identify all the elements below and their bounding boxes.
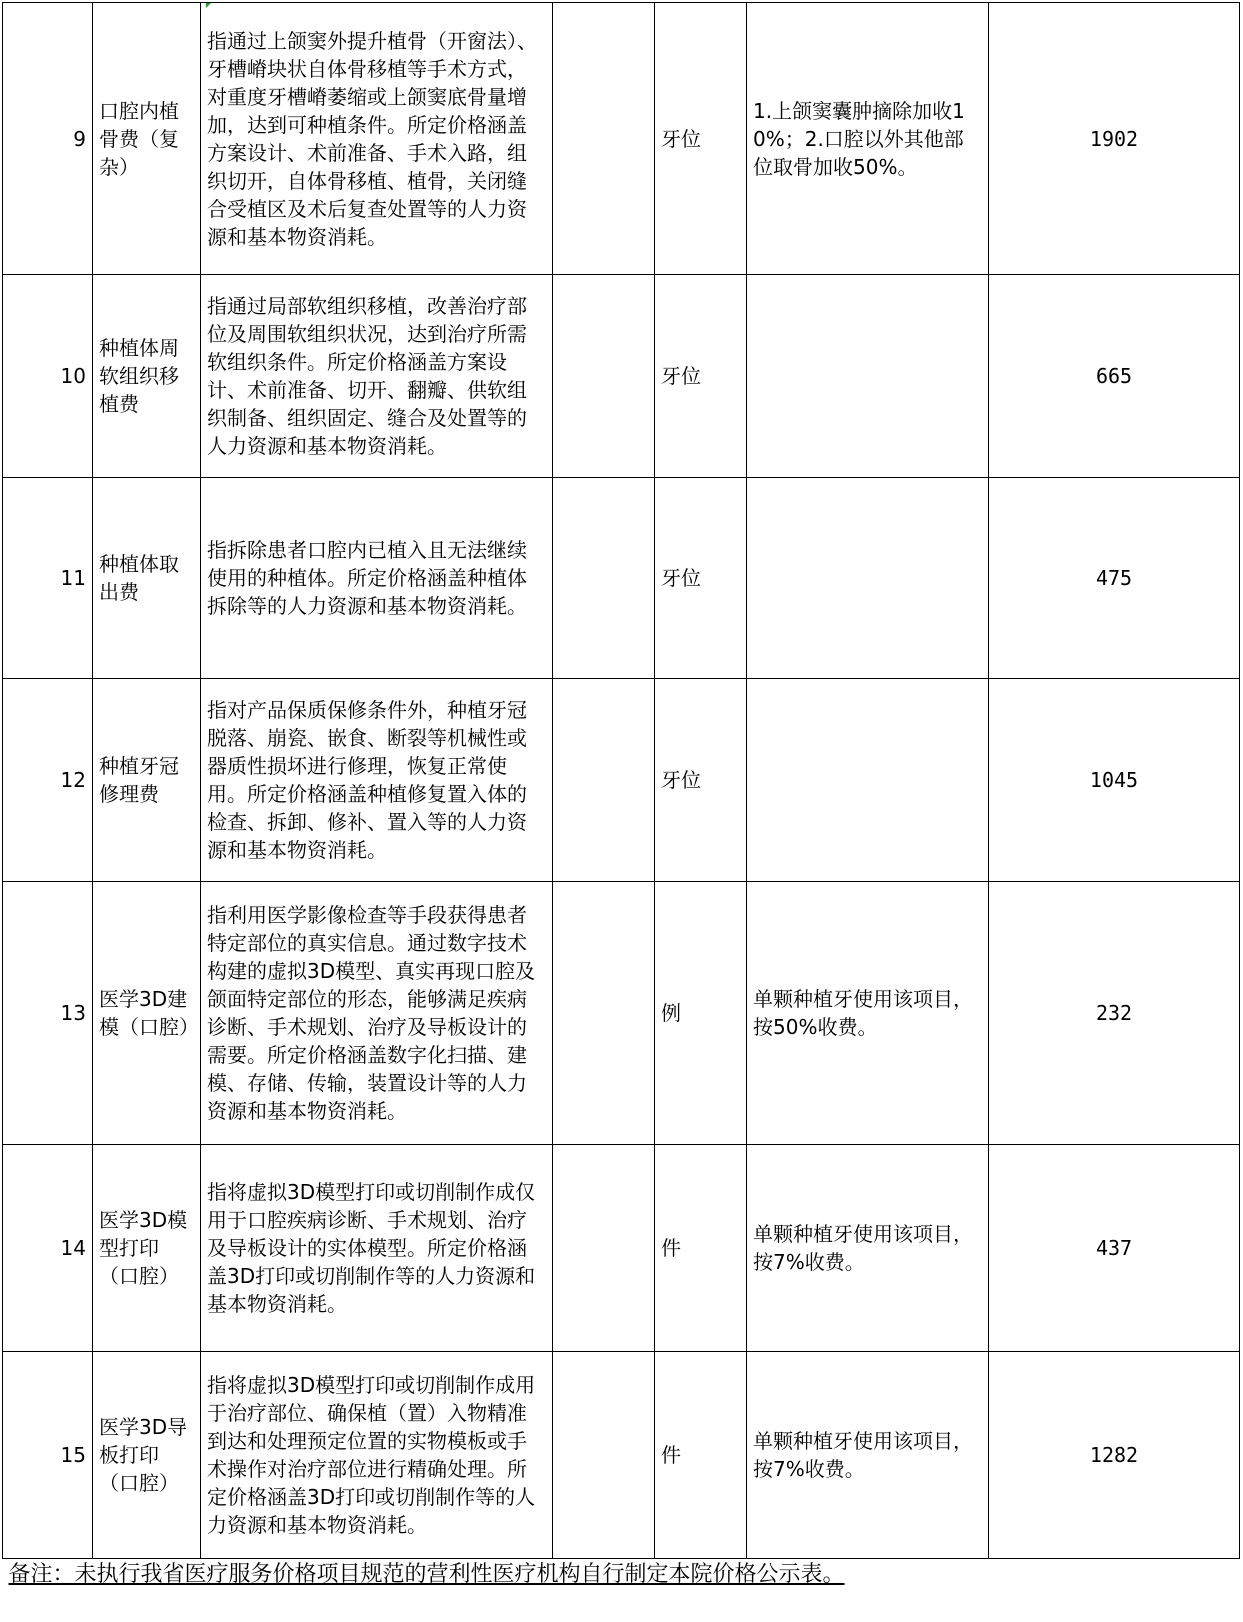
item-name[interactable]: 医学3D建模（口腔） bbox=[93, 882, 201, 1145]
item-note[interactable]: 单颗种植牙使用该项目，按50%收费。 bbox=[747, 882, 989, 1145]
table-row bbox=[3, 679, 1240, 882]
row-number[interactable]: 14 bbox=[3, 1145, 93, 1352]
item-price[interactable]: 1282 bbox=[989, 1352, 1240, 1559]
item-note[interactable] bbox=[747, 275, 989, 478]
item-price[interactable]: 437 bbox=[989, 1145, 1240, 1352]
table-row bbox=[3, 3, 1240, 275]
empty-cell[interactable] bbox=[553, 679, 655, 882]
empty-cell[interactable] bbox=[553, 1352, 655, 1559]
row-number[interactable]: 13 bbox=[3, 882, 93, 1145]
item-price[interactable]: 475 bbox=[989, 478, 1240, 679]
item-note[interactable]: 单颗种植牙使用该项目，按7%收费。 bbox=[747, 1352, 989, 1559]
table-row bbox=[3, 1145, 1240, 1352]
item-unit[interactable]: 例 bbox=[655, 882, 747, 1145]
item-price[interactable]: 232 bbox=[989, 882, 1240, 1145]
row-number[interactable]: 12 bbox=[3, 679, 93, 882]
item-unit[interactable]: 件 bbox=[655, 1352, 747, 1559]
table-body bbox=[3, 3, 1240, 1591]
item-note[interactable]: 单颗种植牙使用该项目，按7%收费。 bbox=[747, 1145, 989, 1352]
table-row bbox=[3, 478, 1240, 679]
row-number[interactable]: 15 bbox=[3, 1352, 93, 1559]
item-note[interactable] bbox=[747, 679, 989, 882]
item-description[interactable]: 指通过上颌窦外提升植骨（开窗法）、牙槽嵴块状自体骨移植等手术方式，对重度牙槽嵴萎缩或上颌窦底骨量增加，达到可种植条件。所定价格涵盖方案设计、术前准备、手术入路，组织切开，自体骨移植、植骨，关闭缝合受植区及术后复查处置等的人力资源和基本物资消耗。 bbox=[201, 3, 553, 275]
item-name[interactable]: 种植牙冠修理费 bbox=[93, 679, 201, 882]
item-description[interactable]: 指将虚拟3D模型打印或切削制作成仅用于口腔疾病诊断、手术规划、治疗及导板设计的实体模型。所定价格涵盖3D打印或切削制作等的人力资源和基本物资消耗。 bbox=[201, 1145, 553, 1352]
row-number[interactable]: 9 bbox=[3, 3, 93, 275]
empty-cell[interactable] bbox=[553, 3, 655, 275]
item-description[interactable]: 指通过局部软组织移植，改善治疗部位及周围软组织状况，达到治疗所需软组织条件。所定价格涵盖方案设计、术前准备、切开、翻瓣、供软组织制备、组织固定、缝合及处置等的人力资源和基本物资消耗。 bbox=[201, 275, 553, 478]
item-name[interactable]: 种植体周软组织移植费 bbox=[93, 275, 201, 478]
item-price[interactable]: 665 bbox=[989, 275, 1240, 478]
empty-cell[interactable] bbox=[553, 275, 655, 478]
item-unit[interactable]: 牙位 bbox=[655, 478, 747, 679]
footer-remark: 备注：未执行我省医疗服务价格项目规范的营利性医疗机构自行制定本院价格公示表。 bbox=[8, 1561, 845, 1587]
item-description[interactable]: 指将虚拟3D模型打印或切削制作成用于治疗部位、确保植（置）入物精准到达和处理预定位置的实物模板或手术操作对治疗部位进行精确处理。所定价格涵盖3D打印或切削制作等的人力资源和基本物资消耗。 bbox=[201, 1352, 553, 1559]
footer-row bbox=[3, 1559, 1240, 1591]
price-table bbox=[2, 2, 1240, 1591]
item-name[interactable]: 种植体取出费 bbox=[93, 478, 201, 679]
item-unit[interactable]: 件 bbox=[655, 1145, 747, 1352]
item-note[interactable]: 1.上颌窦囊肿摘除加收10%；2.口腔以外其他部位取骨加收50%。 bbox=[747, 3, 989, 275]
item-unit[interactable]: 牙位 bbox=[655, 275, 747, 478]
item-name[interactable]: 口腔内植骨费（复杂） bbox=[93, 3, 201, 275]
item-name[interactable]: 医学3D模型打印（口腔） bbox=[93, 1145, 201, 1352]
footer-cell[interactable] bbox=[3, 1559, 1240, 1591]
item-name[interactable]: 医学3D导板打印（口腔） bbox=[93, 1352, 201, 1559]
item-description[interactable]: 指对产品保质保修条件外，种植牙冠脱落、崩瓷、嵌食、断裂等机械性或器质性损坏进行修理，恢复正常使用。所定价格涵盖种植修复置入体的检查、拆卸、修补、置入等的人力资源和基本物资消耗。 bbox=[201, 679, 553, 882]
empty-cell[interactable] bbox=[553, 1145, 655, 1352]
item-unit[interactable]: 牙位 bbox=[655, 3, 747, 275]
item-price[interactable]: 1902 bbox=[989, 3, 1240, 275]
item-note[interactable] bbox=[747, 478, 989, 679]
row-number[interactable]: 11 bbox=[3, 478, 93, 679]
empty-cell[interactable] bbox=[553, 882, 655, 1145]
table-row bbox=[3, 275, 1240, 478]
table-row bbox=[3, 1352, 1240, 1559]
empty-cell[interactable] bbox=[553, 478, 655, 679]
item-description[interactable]: 指利用医学影像检查等手段获得患者特定部位的真实信息。通过数字技术构建的虚拟3D模型、真实再现口腔及颌面特定部位的形态，能够满足疾病诊断、手术规划、治疗及导板设计的需要。所定价格涵盖数字化扫描、建模、存储、传输，装置设计等的人力资源和基本物资消耗。 bbox=[201, 882, 553, 1145]
table-row bbox=[3, 882, 1240, 1145]
item-price[interactable]: 1045 bbox=[989, 679, 1240, 882]
item-description[interactable]: 指拆除患者口腔内已植入且无法继续使用的种植体。所定价格涵盖种植体拆除等的人力资源和基本物资消耗。 bbox=[201, 478, 553, 679]
row-number[interactable]: 10 bbox=[3, 275, 93, 478]
item-unit[interactable]: 牙位 bbox=[655, 679, 747, 882]
